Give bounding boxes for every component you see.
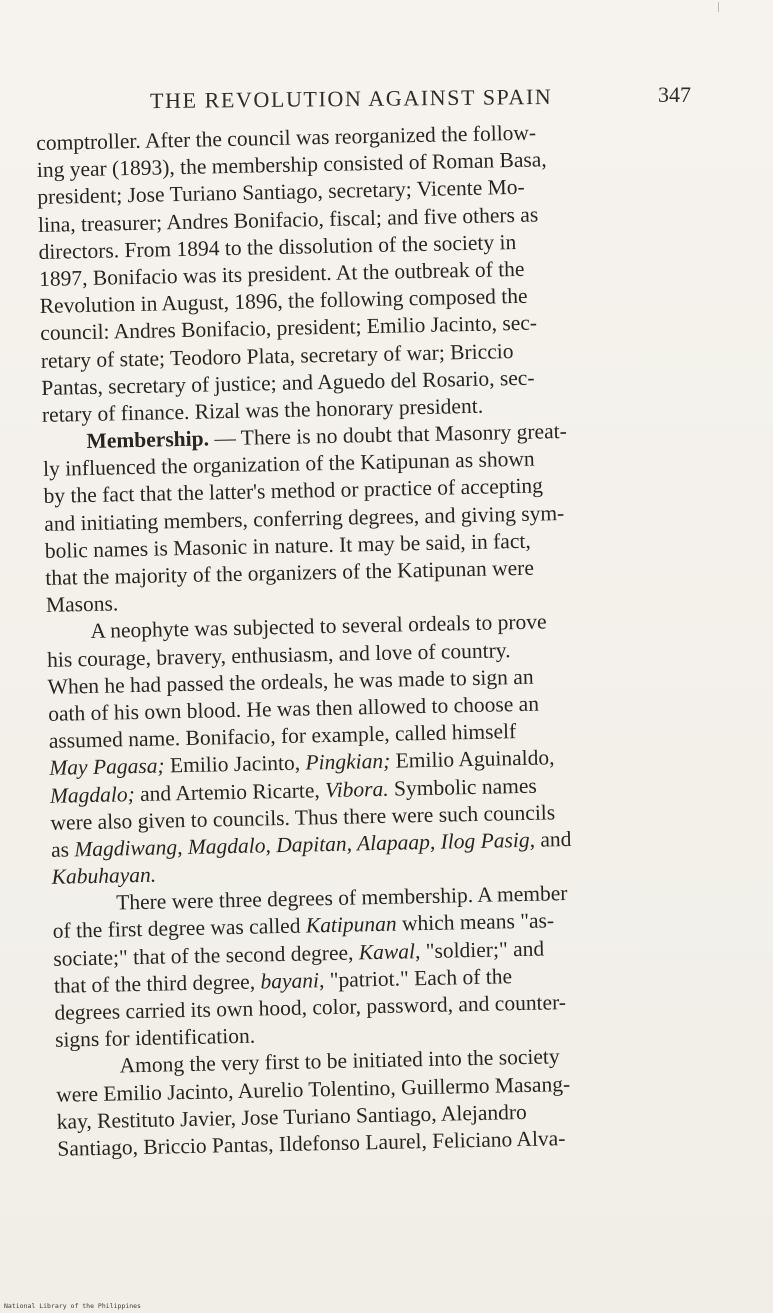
- text-line: retary of finance. Rizal was the honorary president.: [41, 393, 484, 427]
- text-line: When he had passed the ordeals, he was made to sign an: [47, 664, 534, 699]
- degree-katipunan: Katipunan: [305, 912, 397, 938]
- text-line: lina, treasurer; Andres Bonifacio, fiscal; and five others as: [37, 202, 539, 237]
- text-fragment: of the first degree was called: [52, 913, 307, 944]
- text-fragment: as: [50, 837, 75, 862]
- text-line: assumed name. Bonifacio, for example, called himself: [48, 719, 517, 753]
- text-line: Masons.: [45, 591, 119, 618]
- text-line: Among the very first to be initiated into the society: [119, 1044, 560, 1078]
- text-line: directors. From 1894 to the dissolution of the society in: [38, 229, 517, 264]
- council-names: Magdiwang, Magdalo, Dapitan, Alapaap, Ilog Pasig,: [74, 827, 536, 862]
- text-fragment: Emilio Aguinaldo,: [390, 745, 555, 774]
- degree-kawal: Kawal,: [358, 938, 421, 965]
- name-pingkian: Pingkian;: [305, 749, 391, 775]
- text-line: were also given to councils. Thus there were such councils: [50, 799, 556, 835]
- text-fragment: which means "as-: [396, 908, 555, 937]
- text-line: ly influenced the organization of the Katipunan as shown: [42, 446, 535, 482]
- text-fragment: "soldier;" and: [420, 936, 545, 963]
- text-line: Revolution in August, 1896, the following composed the: [39, 283, 528, 319]
- text-line: A neophyte was subjected to several ordeals to prove: [90, 609, 547, 644]
- text-line: There is no doubt that Masonry great-: [240, 419, 567, 450]
- text-fragment: and Artemio Ricarte,: [134, 777, 326, 806]
- text-fragment: sociate;" that of the second degree,: [53, 940, 360, 971]
- text-fragment: "patriot." Each of the: [324, 964, 513, 992]
- text-fragment: Emilio Jacinto,: [164, 750, 306, 778]
- scan-mark: [718, 2, 719, 12]
- council-kabuhayan: Kabuhayan.: [51, 862, 157, 889]
- text-line: retary of state; Teodoro Plata, secretary of war; Briccio: [40, 338, 514, 373]
- degree-bayani: bayani,: [260, 967, 325, 994]
- text-fragment: that of the third degree,: [53, 969, 261, 998]
- text-fragment: and: [534, 826, 572, 852]
- text-line: degrees carried its own hood, color, password, and counter-: [54, 990, 567, 1025]
- section-heading-membership: Membership.: [86, 426, 210, 454]
- text-line: signs for identification.: [54, 1023, 256, 1052]
- text-line: There were three degrees of membership. A member: [115, 881, 568, 915]
- body-text: [36, 116, 747, 1163]
- text-line: comptroller. After the council was reorganized the follow-: [36, 120, 537, 155]
- text-line: Pantas, secretary of justice; and Aguedo del Rosario, sec-: [41, 365, 535, 400]
- text-line: ing year (1893), the membership consisted of Roman Basa,: [36, 147, 547, 183]
- text-line: kay, Restituto Javier, Jose Turiano Santiago, Alejandro: [56, 1099, 528, 1134]
- text-line: president; Jose Turiano Santiago, secretary; Vicente Mo-: [37, 175, 525, 210]
- name-magdalo: Magdalo;: [49, 781, 135, 808]
- running-title: THE REVOLUTION AGAINST SPAIN: [149, 83, 553, 114]
- text-line: Santiago, Briccio Pantas, Ildefonso Laurel, Feliciano Alva-: [57, 1126, 566, 1161]
- text-line: 1897, Bonifacio was its president. At the outbreak of the: [38, 256, 525, 291]
- text-line: his courage, bravery, enthusiasm, and love of country.: [46, 637, 511, 672]
- text-line: oath of his own blood. He was then allowed to choose an: [47, 691, 540, 726]
- text-fragment: Symbolic names: [388, 773, 537, 801]
- text-line: that the majority of the organizers of the Katipunan were: [45, 555, 535, 590]
- page-number: 347: [658, 82, 691, 107]
- text-line: were Emilio Jacinto, Aurelio Tolentino, Guillermo Masang-: [55, 1071, 571, 1107]
- page-header: [0, 82, 773, 114]
- scan-credit: National Library of the Philippines: [4, 1302, 141, 1310]
- name-may-pagasa: May Pagasa;: [49, 753, 165, 781]
- heading-dash: —: [208, 425, 242, 451]
- text-line: bolic names is Masonic in nature. It may be said, in fact,: [44, 528, 531, 563]
- text-line: by the fact that the latter's method or practice of accepting: [43, 473, 544, 509]
- text-line: and initiating members, conferring degrees, and giving sym-: [43, 500, 565, 536]
- text-line: council: Andres Bonifacio, president; Emilio Jacinto, sec-: [40, 310, 538, 346]
- name-vibora: Vibora.: [324, 776, 389, 802]
